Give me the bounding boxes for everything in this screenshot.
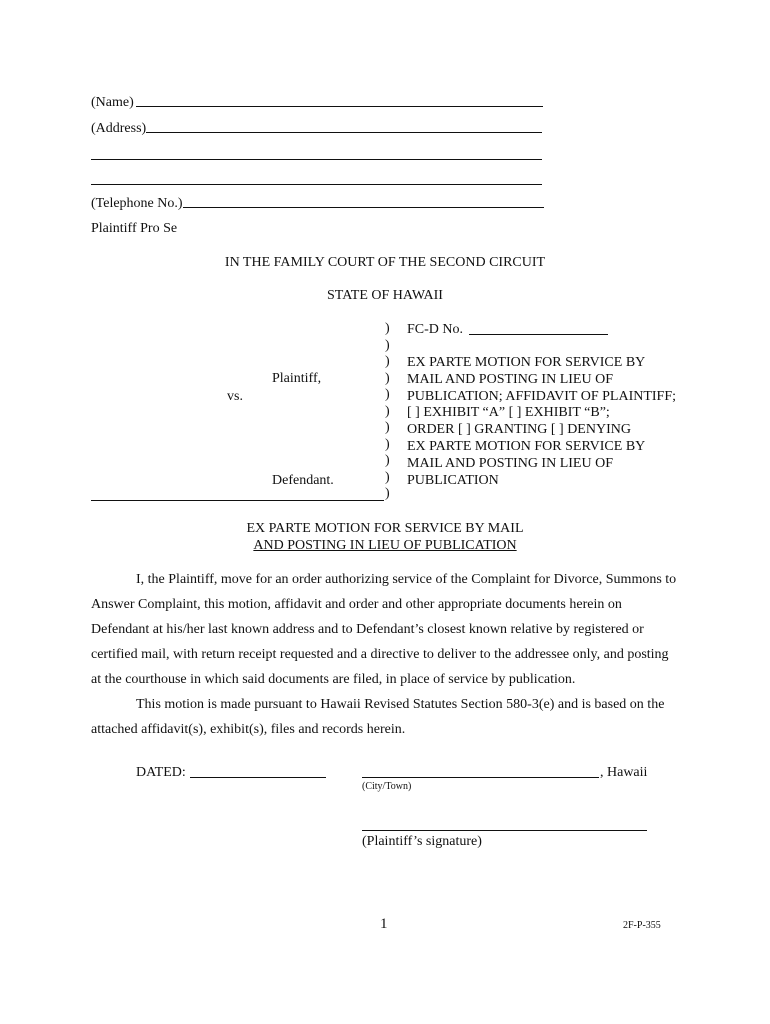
caption-title-line: [ ] EXHIBIT “A” [ ] EXHIBIT “B”;	[407, 405, 610, 421]
paragraph-line: Defendant at his/her last known address and to Defendant’s closest known relative by registered or	[91, 622, 644, 637]
paragraph-line: This motion is made pursuant to Hawaii Revised Statutes Section 580-3(e) and is based on the	[136, 697, 665, 712]
paragraph-line: attached affidavit(s), exhibit(s), files and records herein.	[91, 722, 406, 737]
court-state: STATE OF HAWAII	[327, 288, 443, 303]
hawaii-label: , Hawaii	[600, 765, 648, 780]
paragraph-line: I, the Plaintiff, move for an order authorizing service of the Complaint for Divorce, Summons to	[136, 572, 677, 587]
caption-title-line: PUBLICATION; AFFIDAVIT OF PLAINTIFF;	[407, 388, 677, 404]
caption-title	[407, 355, 697, 489]
form-number: 2F-P-355	[623, 920, 661, 931]
telephone-line[interactable]	[183, 207, 544, 208]
city-town-label: (City/Town)	[362, 781, 412, 792]
case-number-label: FC-D No.	[407, 322, 464, 337]
defendant-caption-label: Defendant.	[272, 473, 334, 488]
motion-heading-line2-text: AND POSTING IN LIEU OF PUBLICATION	[253, 538, 517, 553]
motion-paragraph-1	[91, 567, 681, 742]
vs-label: vs.	[227, 389, 243, 404]
address-label: (Address)	[91, 121, 147, 136]
caption-title-line: EX PARTE MOTION FOR SERVICE BY	[407, 438, 646, 454]
caption-title-line: EX PARTE MOTION FOR SERVICE BY	[407, 355, 646, 370]
paragraph-line: at the courthouse in which said documents are filed, in place of service by publication.	[91, 672, 576, 687]
plaintiff-signature-label: (Plaintiff’s signature)	[362, 834, 482, 849]
motion-heading-line1: EX PARTE MOTION FOR SERVICE BY MAIL	[246, 521, 524, 536]
dated-line[interactable]	[190, 777, 326, 778]
plaintiff-caption-label: Plaintiff,	[272, 371, 322, 386]
court-name: IN THE FAMILY COURT OF THE SECOND CIRCUIT	[224, 255, 546, 270]
paragraph-line: certified mail, with return receipt requested and a directive to deliver to the addressee only, and posting	[91, 647, 669, 662]
plaintiff-signature-line[interactable]	[362, 830, 647, 831]
telephone-label: (Telephone No.)	[91, 196, 183, 211]
plaintiff-pro-se-label: Plaintiff Pro Se	[91, 221, 178, 236]
motion-heading-line2	[0, 538, 770, 554]
name-label: (Name)	[91, 95, 134, 110]
address-line-3[interactable]	[91, 184, 542, 185]
dated-label: DATED:	[136, 765, 186, 780]
city-town-line[interactable]	[362, 777, 599, 778]
address-line[interactable]	[146, 132, 542, 133]
paragraph-line: Answer Complaint, this motion, affidavit and order and other appropriate documents herein on	[91, 597, 622, 612]
case-number-line[interactable]	[469, 334, 608, 335]
caption-title-line: ORDER [ ] GRANTING [ ] DENYING	[407, 422, 631, 438]
caption-title-line: PUBLICATION	[407, 472, 499, 488]
caption-title-line: MAIL AND POSTING IN LIEU OF	[407, 455, 613, 471]
caption-title-line: MAIL AND POSTING IN LIEU OF	[407, 371, 613, 387]
name-line[interactable]	[136, 106, 543, 107]
page-number: 1	[380, 916, 388, 932]
caption-parentheses: ) ) ) ) ) ) ) ) ) ) )	[385, 321, 390, 501]
caption-bottom-line	[91, 500, 384, 501]
address-line-2[interactable]	[91, 159, 542, 160]
